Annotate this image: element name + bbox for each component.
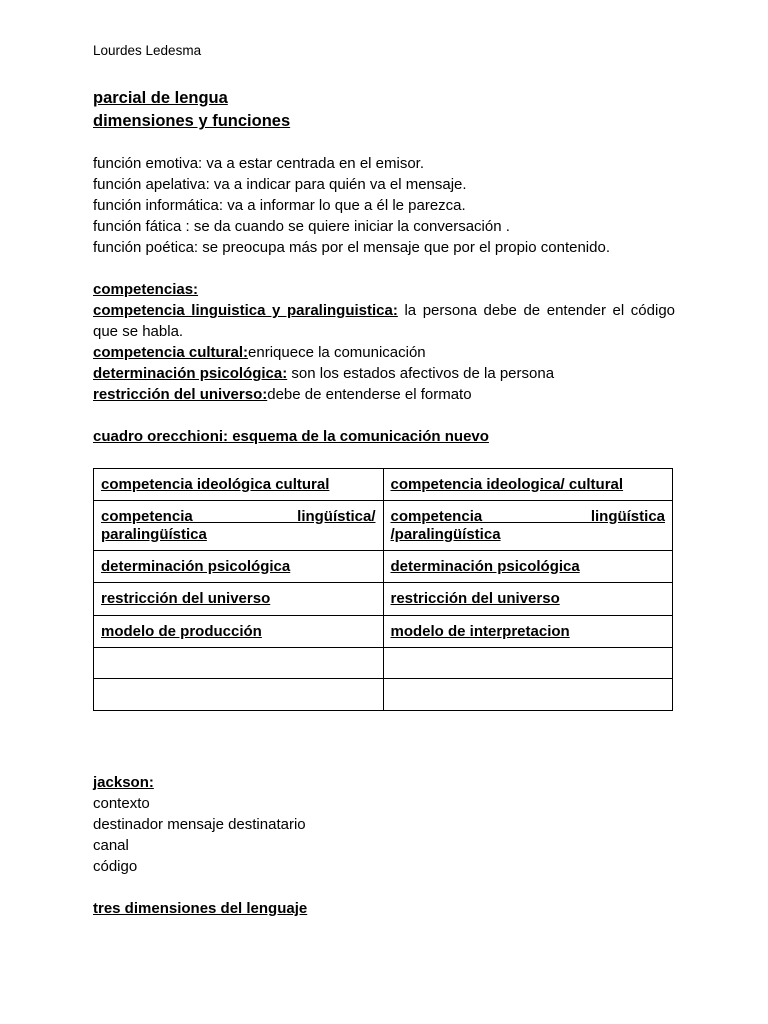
table-cell: competencia lingüística/ paralingüística — [94, 501, 384, 551]
jackson-item-destinador: destinador mensaje destinatario — [93, 816, 306, 833]
competencias-heading: competencias: — [93, 281, 199, 298]
table-cell — [94, 648, 384, 679]
table-cell: restricción del universo — [383, 583, 673, 616]
determinacion-psicologica-desc: son los estados afectivos de la persona — [287, 365, 555, 382]
function-informatica: función informática: va a informar lo que a él le parezca. — [93, 197, 466, 214]
cuadro-heading: cuadro orecchioni: esquema de la comunicación nuevo — [93, 428, 489, 445]
function-poetica: función poética: se preocupa más por el mensaje que por el propio contenido. — [93, 239, 610, 256]
table-row — [94, 679, 673, 711]
function-apelativa: función apelativa: va a indicar para quién va el mensaje. — [93, 176, 467, 193]
table-row — [94, 501, 673, 551]
table-cell: modelo de producción — [94, 616, 384, 648]
table-cell — [94, 679, 384, 711]
competencia-cultural-desc: enriquece la comunicación — [248, 344, 426, 361]
cuadro-table — [93, 468, 673, 711]
competencia-linguistica-desc: la persona debe de entender el código que se habla. — [93, 302, 676, 340]
table-cell: competencia lingüística /paralingüística — [383, 501, 673, 551]
determinacion-psicologica-term: determinación psicológica: — [93, 365, 288, 382]
document-title — [93, 87, 290, 133]
title-line-1: parcial de lengua — [93, 89, 228, 107]
table-cell: competencia ideológica cultural — [94, 469, 384, 501]
competencia-cultural-term: competencia cultural: — [93, 344, 249, 361]
jackson-heading: jackson: — [93, 774, 154, 791]
table-cell: determinación psicológica — [94, 551, 384, 583]
dimensiones-heading: tres dimensiones del lenguaje — [93, 900, 308, 917]
restriccion-universo-term: restricción del universo: — [93, 386, 268, 403]
competencia-cultural — [93, 342, 675, 363]
competencias-section — [93, 279, 675, 405]
jackson-item-contexto: contexto — [93, 795, 150, 812]
table-cell: modelo de interpretacion — [383, 616, 673, 648]
table-cell — [383, 679, 673, 711]
competencia-linguistica-term: competencia linguistica y paralinguistica: — [93, 302, 398, 319]
title-line-2: dimensiones y funciones — [93, 112, 291, 130]
restriccion-universo — [93, 384, 675, 405]
determinacion-psicologica — [93, 363, 675, 384]
table-row — [94, 469, 673, 501]
functions-list — [93, 153, 675, 258]
competencia-linguistica — [93, 300, 675, 342]
author-name: Lourdes Ledesma — [93, 43, 202, 58]
table-row — [94, 551, 673, 583]
table-row — [94, 616, 673, 648]
table-cell: determinación psicológica — [383, 551, 673, 583]
restriccion-universo-desc: debe de entenderse el formato — [267, 386, 472, 403]
jackson-item-codigo: código — [93, 858, 138, 875]
function-emotiva: función emotiva: va a estar centrada en el emisor. — [93, 155, 425, 172]
table-row — [94, 648, 673, 679]
table-row — [94, 583, 673, 616]
jackson-item-canal: canal — [93, 837, 129, 854]
table-cell: restricción del universo — [94, 583, 384, 616]
table-cell — [383, 648, 673, 679]
table-cell: competencia ideologica/ cultural — [383, 469, 673, 501]
function-fatica: función fática : se da cuando se quiere iniciar la conversación . — [93, 218, 510, 235]
jackson-section — [93, 772, 675, 877]
